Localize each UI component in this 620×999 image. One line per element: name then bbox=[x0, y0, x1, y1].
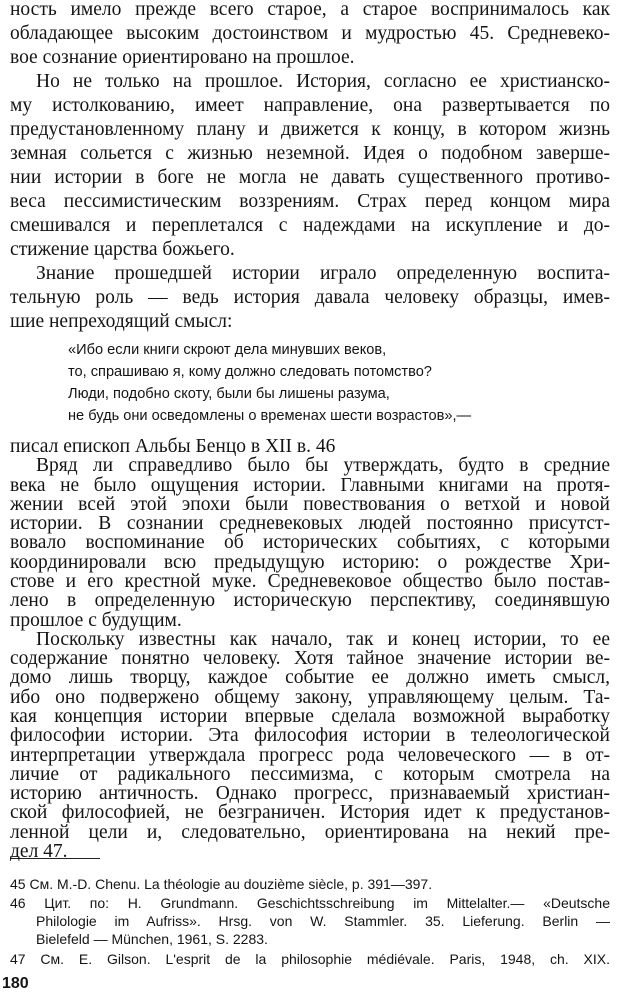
footnote-line: 46 Цит. по: H. Grundmann. Geschichtsschreibung im Mittelalter.— «Deutsche bbox=[10, 895, 610, 911]
body-line: Но не только на прошлое. История, согласно ее христианско- bbox=[36, 71, 610, 92]
body-line: ленной цели и, следовательно, ориентирована на некий пре- bbox=[10, 821, 610, 843]
body-line: шие непреходящий смысл: bbox=[10, 311, 233, 332]
footnote-line: Philologie im Aufriss». Hrsg. von W. Stammler. 35. Lieferung. Berlin — bbox=[36, 913, 610, 929]
body-line: координировали всю предыдущую историю: о рождестве Хри- bbox=[10, 551, 610, 573]
body-line: Вряд ли справедливо было бы утверждать, будто в средние bbox=[36, 455, 610, 477]
footnote-line: 47 См. E. Gilson. L'esprit de la philosophie médiévale. Paris, 1948, ch. XIX. bbox=[10, 951, 610, 967]
body-line: земная сольется с жизнью неземной. Идея о подобном заверше- bbox=[10, 143, 610, 164]
quote-line: то, спрашиваю я, кому должно следовать потомство? bbox=[68, 364, 432, 380]
body-line: Поскольку известны как начало, так и конец истории, то ее bbox=[36, 628, 610, 650]
footnote-line: Bielefeld — München, 1961, S. 2283. bbox=[36, 931, 268, 947]
body-line: стижение царства божьего. bbox=[10, 239, 235, 260]
body-line: личие от радикального пессимизма, с которым смотрела на bbox=[10, 763, 610, 785]
body-line: прошлое с будущим. bbox=[10, 609, 182, 631]
body-line: века не было ощущения истории. Главными книгами на протя- bbox=[10, 474, 610, 496]
body-line: веса пессимистическим воззрениям. Страх перед концом мира bbox=[10, 191, 610, 212]
page-number: 180 bbox=[2, 975, 29, 992]
body-line: лено в определенную историческую перспективу, соединявшую bbox=[10, 590, 610, 612]
body-line: нии истории в боге не могла не давать существенного противо- bbox=[10, 167, 610, 188]
body-line: интерпретации утверждала прогресс рода человеческого — в от- bbox=[10, 744, 610, 766]
body-line: вое сознание ориентировано на прошлое. bbox=[10, 47, 355, 68]
body-line: смешивался и переплетался с надеждами на искупление и до- bbox=[10, 215, 610, 236]
body-line: содержание понятно человеку. Хотя тайное значение истории ве- bbox=[10, 648, 610, 670]
body-line: Знание прошедшей истории играло определенную воспита- bbox=[36, 263, 610, 284]
body-line: стове и его крестной муке. Средневековое общество было постав- bbox=[10, 571, 610, 592]
quote-line: Люди, подобно скоту, были бы лишены разума, bbox=[68, 386, 390, 402]
body-line: дел 47. bbox=[10, 841, 68, 862]
quote-line: «Ибо если книги скроют дела минувших веков, bbox=[68, 342, 387, 358]
body-line: ской философией, не безграничен. История идет к предустанов- bbox=[10, 802, 610, 824]
body-line: историю античность. Однако прогресс, признаваемый христиан- bbox=[10, 783, 610, 805]
body-line: писал епископ Альбы Бенцо в XII в. 46 bbox=[10, 436, 336, 457]
body-line: домо лишь творцу, каждое событие ее должно иметь смысл, bbox=[10, 667, 610, 689]
body-line: ибо оно подвержено общему закону, управляющему целым. Та- bbox=[10, 686, 610, 708]
body-line: ность имело прежде всего старое, а старое воспринималось как bbox=[10, 0, 610, 20]
body-line: тельную роль — ведь история давала человеку образцы, имев- bbox=[10, 287, 610, 308]
body-line: философии истории. Эта философия истории в телеологической bbox=[10, 725, 610, 747]
body-line: обладающее высоким достоинством и мудростью 45. Средневеко- bbox=[10, 23, 610, 44]
footnote-line: 45 См. M.-D. Chenu. La théologie au douzième siècle, p. 391—397. bbox=[10, 876, 433, 892]
body-line: предустановленному плану и движется к концу, в котором жизнь bbox=[10, 119, 610, 140]
body-line: жении всей этой эпохи были повествования о ветхой и новой bbox=[10, 493, 610, 515]
quote-line: не будь они осведомлены о временах шести возрастов»,— bbox=[68, 408, 472, 424]
body-line: му истолкованию, имеет направление, она развертывается по bbox=[10, 95, 610, 116]
body-line: истории. В сознании средневековых людей постоянно присутст- bbox=[10, 513, 610, 535]
body-line: кая концепция истории впервые сделала возможной выработку bbox=[10, 706, 610, 727]
body-line: вовало воспоминание об исторических событиях, с которыми bbox=[10, 532, 610, 554]
